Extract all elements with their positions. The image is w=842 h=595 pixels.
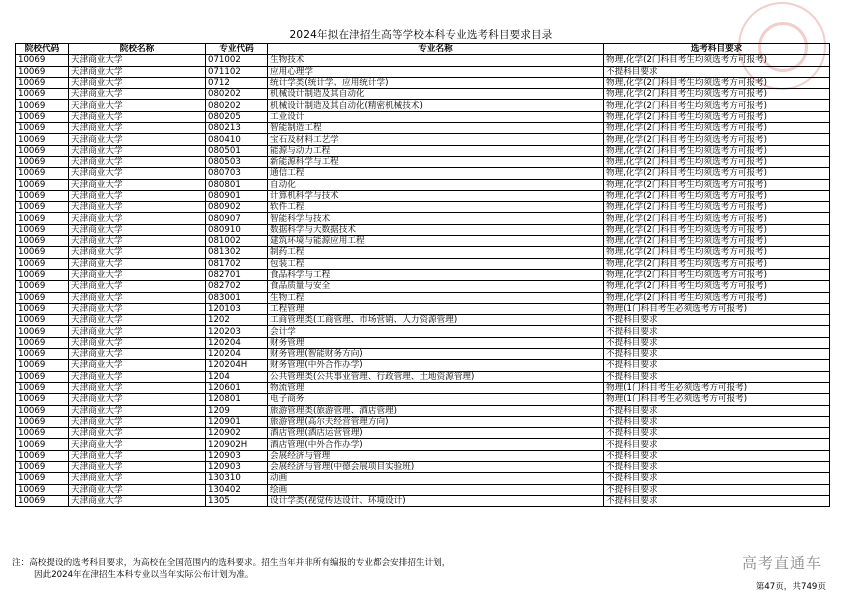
cell-major-name: 酒店管理(中外合作办学)	[268, 439, 604, 450]
cell-subject-requirement: 不提科目要求	[604, 428, 830, 439]
cell-subject-requirement: 物理,化学(2门科目考生均须选考方可报考)	[604, 123, 830, 134]
table-row	[16, 123, 830, 134]
cell-major-name: 食品科学与工程	[268, 269, 604, 280]
cell-school-name: 天津商业大学	[69, 145, 206, 156]
cell-major-code: 080205	[206, 111, 268, 122]
cell-major-name: 制药工程	[268, 247, 604, 258]
cell-major-code: 071002	[206, 55, 268, 66]
cell-subject-requirement: 物理,化学(2门科目考生均须选考方可报考)	[604, 55, 830, 66]
cell-school-name: 天津商业大学	[69, 495, 206, 506]
cell-subject-requirement: 不提科目要求	[604, 371, 830, 382]
cell-subject-requirement: 物理,化学(2门科目考生均须选考方可报考)	[604, 281, 830, 292]
cell-major-name: 宝石及材料工艺学	[268, 134, 604, 145]
cell-subject-requirement: 不提科目要求	[604, 315, 830, 326]
cell-school-code: 10069	[16, 461, 69, 472]
table-row	[16, 394, 830, 405]
table-row	[16, 156, 830, 167]
cell-school-code: 10069	[16, 247, 69, 258]
cell-major-name: 财务管理(中外合作办学)	[268, 360, 604, 371]
cell-major-name: 生物工程	[268, 292, 604, 303]
table-row	[16, 202, 830, 213]
cell-school-code: 10069	[16, 450, 69, 461]
table-row	[16, 484, 830, 495]
cell-major-name: 工业设计	[268, 111, 604, 122]
cell-major-code: 081702	[206, 258, 268, 269]
cell-school-code: 10069	[16, 66, 69, 77]
table-row	[16, 281, 830, 292]
table-row	[16, 382, 830, 393]
cell-school-code: 10069	[16, 100, 69, 111]
table-row	[16, 134, 830, 145]
cell-school-code: 10069	[16, 495, 69, 506]
table-row	[16, 450, 830, 461]
table-row	[16, 100, 830, 111]
table-row	[16, 213, 830, 224]
cell-school-code: 10069	[16, 55, 69, 66]
table-row	[16, 495, 830, 506]
cell-school-name: 天津商业大学	[69, 461, 206, 472]
table-row	[16, 269, 830, 280]
cell-school-code: 10069	[16, 382, 69, 393]
cell-major-name: 工程管理	[268, 303, 604, 314]
requirements-table	[15, 43, 830, 507]
cell-major-name: 应用心理学	[268, 66, 604, 77]
cell-school-name: 天津商业大学	[69, 213, 206, 224]
cell-subject-requirement: 物理,化学(2门科目考生均须选考方可报考)	[604, 111, 830, 122]
cell-school-name: 天津商业大学	[69, 168, 206, 179]
cell-major-code: 080703	[206, 168, 268, 179]
cell-major-name: 旅游管理(高尔夫经营管理方向)	[268, 416, 604, 427]
cell-school-name: 天津商业大学	[69, 303, 206, 314]
cell-major-name: 自动化	[268, 179, 604, 190]
cell-subject-requirement: 物理,化学(2门科目考生均须选考方可报考)	[604, 247, 830, 258]
table-row	[16, 168, 830, 179]
cell-major-code: 083001	[206, 292, 268, 303]
table-row	[16, 303, 830, 314]
cell-school-name: 天津商业大学	[69, 371, 206, 382]
cell-subject-requirement: 物理,化学(2门科目考生均须选考方可报考)	[604, 168, 830, 179]
footnote-line-2: 因此2024年在津招生本科专业以当年实际公布计划为准。	[34, 570, 254, 580]
cell-major-code: 130310	[206, 473, 268, 484]
table-row	[16, 360, 830, 371]
cell-subject-requirement: 物理(1门科目考生必须选考方可报考)	[604, 394, 830, 405]
header-school-name: 院校名称	[69, 44, 206, 55]
cell-major-code: 120103	[206, 303, 268, 314]
cell-major-name: 酒店管理(酒店运营管理)	[268, 428, 604, 439]
cell-major-code: 071102	[206, 66, 268, 77]
cell-major-code: 1204	[206, 371, 268, 382]
table-row	[16, 66, 830, 77]
cell-school-name: 天津商业大学	[69, 123, 206, 134]
cell-major-name: 统计学类(统计学、应用统计学)	[268, 77, 604, 88]
cell-school-name: 天津商业大学	[69, 281, 206, 292]
cell-school-name: 天津商业大学	[69, 224, 206, 235]
cell-major-name: 公共管理类(公共事业管理、行政管理、土地资源管理)	[268, 371, 604, 382]
cell-school-code: 10069	[16, 315, 69, 326]
table-row	[16, 337, 830, 348]
cell-subject-requirement: 不提科目要求	[604, 495, 830, 506]
cell-school-name: 天津商业大学	[69, 66, 206, 77]
cell-subject-requirement: 物理,化学(2门科目考生均须选考方可报考)	[604, 156, 830, 167]
table-row	[16, 224, 830, 235]
cell-major-code: 120801	[206, 394, 268, 405]
cell-school-code: 10069	[16, 224, 69, 235]
cell-major-name: 新能源科学与工程	[268, 156, 604, 167]
cell-subject-requirement: 不提科目要求	[604, 416, 830, 427]
cell-subject-requirement: 不提科目要求	[604, 484, 830, 495]
cell-school-name: 天津商业大学	[69, 473, 206, 484]
cell-school-code: 10069	[16, 303, 69, 314]
page-title: 2024年拟在津招生高等学校本科专业选考科目要求目录	[289, 29, 553, 41]
cell-major-name: 会展经济与管理(中德会展项目实验班)	[268, 461, 604, 472]
table-row	[16, 461, 830, 472]
table-row	[16, 326, 830, 337]
table-row	[16, 111, 830, 122]
cell-major-name: 会展经济与管理	[268, 450, 604, 461]
cell-school-name: 天津商业大学	[69, 77, 206, 88]
cell-major-code: 120901	[206, 416, 268, 427]
cell-major-name: 电子商务	[268, 394, 604, 405]
cell-subject-requirement: 不提科目要求	[604, 461, 830, 472]
cell-school-name: 天津商业大学	[69, 269, 206, 280]
table-body	[16, 55, 830, 507]
cell-major-code: 1202	[206, 315, 268, 326]
table-row	[16, 236, 830, 247]
cell-school-code: 10069	[16, 179, 69, 190]
cell-major-name: 能源与动力工程	[268, 145, 604, 156]
table-row	[16, 89, 830, 100]
cell-school-name: 天津商业大学	[69, 179, 206, 190]
cell-subject-requirement: 不提科目要求	[604, 360, 830, 371]
cell-major-code: 120903	[206, 450, 268, 461]
cell-school-code: 10069	[16, 77, 69, 88]
cell-school-name: 天津商业大学	[69, 190, 206, 201]
cell-school-name: 天津商业大学	[69, 394, 206, 405]
cell-subject-requirement: 物理,化学(2门科目考生均须选考方可报考)	[604, 213, 830, 224]
cell-school-name: 天津商业大学	[69, 326, 206, 337]
cell-school-name: 天津商业大学	[69, 111, 206, 122]
cell-subject-requirement: 物理,化学(2门科目考生均须选考方可报考)	[604, 145, 830, 156]
cell-major-code: 1209	[206, 405, 268, 416]
cell-major-code: 080503	[206, 156, 268, 167]
cell-subject-requirement: 物理,化学(2门科目考生均须选考方可报考)	[604, 202, 830, 213]
cell-subject-requirement: 物理(1门科目考生必须选考方可报考)	[604, 303, 830, 314]
cell-school-code: 10069	[16, 439, 69, 450]
header-school-code: 院校代码	[16, 44, 69, 55]
cell-subject-requirement: 物理(1门科目考生必须选考方可报考)	[604, 382, 830, 393]
cell-major-code: 120204	[206, 337, 268, 348]
table-row	[16, 473, 830, 484]
cell-school-code: 10069	[16, 292, 69, 303]
cell-major-name: 智能制造工程	[268, 123, 604, 134]
cell-major-code: 082701	[206, 269, 268, 280]
cell-school-code: 10069	[16, 156, 69, 167]
cell-major-code: 120204H	[206, 360, 268, 371]
table-header-row	[16, 44, 830, 55]
cell-school-name: 天津商业大学	[69, 416, 206, 427]
table-row	[16, 292, 830, 303]
cell-school-name: 天津商业大学	[69, 202, 206, 213]
cell-major-name: 食品质量与安全	[268, 281, 604, 292]
table-row	[16, 416, 830, 427]
table-row	[16, 145, 830, 156]
cell-major-name: 绘画	[268, 484, 604, 495]
cell-subject-requirement: 物理,化学(2门科目考生均须选考方可报考)	[604, 89, 830, 100]
cell-major-code: 120203	[206, 326, 268, 337]
cell-school-name: 天津商业大学	[69, 382, 206, 393]
cell-school-code: 10069	[16, 89, 69, 100]
cell-subject-requirement: 物理,化学(2门科目考生均须选考方可报考)	[604, 100, 830, 111]
header-major-name: 专业名称	[268, 44, 604, 55]
cell-major-code: 081002	[206, 236, 268, 247]
cell-school-code: 10069	[16, 484, 69, 495]
cell-major-name: 旅游管理类(旅游管理、酒店管理)	[268, 405, 604, 416]
table-row	[16, 179, 830, 190]
cell-school-code: 10069	[16, 202, 69, 213]
cell-major-code: 080902	[206, 202, 268, 213]
cell-major-code: 120902	[206, 428, 268, 439]
cell-school-name: 天津商业大学	[69, 405, 206, 416]
cell-school-code: 10069	[16, 281, 69, 292]
cell-major-name: 计算机科学与技术	[268, 190, 604, 201]
cell-school-name: 天津商业大学	[69, 315, 206, 326]
cell-major-name: 软件工程	[268, 202, 604, 213]
cell-school-name: 天津商业大学	[69, 134, 206, 145]
cell-school-name: 天津商业大学	[69, 100, 206, 111]
cell-school-name: 天津商业大学	[69, 450, 206, 461]
cell-major-code: 080410	[206, 134, 268, 145]
cell-major-name: 建筑环境与能源应用工程	[268, 236, 604, 247]
table-row	[16, 315, 830, 326]
cell-subject-requirement: 物理,化学(2门科目考生均须选考方可报考)	[604, 292, 830, 303]
cell-school-code: 10069	[16, 168, 69, 179]
cell-subject-requirement: 不提科目要求	[604, 349, 830, 360]
cell-school-name: 天津商业大学	[69, 236, 206, 247]
cell-school-code: 10069	[16, 123, 69, 134]
cell-major-name: 物流管理	[268, 382, 604, 393]
cell-major-name: 生物技术	[268, 55, 604, 66]
cell-school-code: 10069	[16, 337, 69, 348]
cell-major-code: 080501	[206, 145, 268, 156]
header-subject-requirement: 选考科目要求	[604, 44, 830, 55]
cell-subject-requirement: 不提科目要求	[604, 405, 830, 416]
cell-subject-requirement: 物理,化学(2门科目考生均须选考方可报考)	[604, 236, 830, 247]
table-row	[16, 77, 830, 88]
cell-major-code: 080901	[206, 190, 268, 201]
cell-major-name: 机械设计制造及其自动化	[268, 89, 604, 100]
cell-major-code: 0712	[206, 77, 268, 88]
cell-school-code: 10069	[16, 269, 69, 280]
cell-major-name: 财务管理	[268, 337, 604, 348]
cell-major-code: 081302	[206, 247, 268, 258]
table-row	[16, 55, 830, 66]
cell-major-name: 会计学	[268, 326, 604, 337]
cell-school-code: 10069	[16, 190, 69, 201]
cell-subject-requirement: 物理,化学(2门科目考生均须选考方可报考)	[604, 179, 830, 190]
cell-school-code: 10069	[16, 213, 69, 224]
cell-subject-requirement: 物理,化学(2门科目考生均须选考方可报考)	[604, 134, 830, 145]
cell-major-name: 通信工程	[268, 168, 604, 179]
cell-school-code: 10069	[16, 134, 69, 145]
cell-major-name: 数据科学与大数据技术	[268, 224, 604, 235]
cell-major-code: 120204	[206, 349, 268, 360]
cell-major-name: 工商管理类(工商管理、市场营销、人力资源管理)	[268, 315, 604, 326]
footnote-line-1: 注：高校提设的选考科目要求，为高校在全国范围内的选科要求。招生当年并非所有编报的专业都会安排招生计划，	[12, 558, 451, 568]
cell-school-name: 天津商业大学	[69, 156, 206, 167]
table-row	[16, 258, 830, 269]
cell-major-code: 120902H	[206, 439, 268, 450]
cell-subject-requirement: 物理,化学(2门科目考生均须选考方可报考)	[604, 258, 830, 269]
cell-school-code: 10069	[16, 258, 69, 269]
cell-school-name: 天津商业大学	[69, 428, 206, 439]
cell-major-name: 动画	[268, 473, 604, 484]
page-number: 第47页，共749页	[755, 582, 826, 592]
cell-major-name: 财务管理(智能财务方向)	[268, 349, 604, 360]
table-row	[16, 349, 830, 360]
table-row	[16, 405, 830, 416]
cell-subject-requirement: 不提科目要求	[604, 450, 830, 461]
cell-school-code: 10069	[16, 428, 69, 439]
cell-school-code: 10069	[16, 405, 69, 416]
cell-major-name: 智能科学与技术	[268, 213, 604, 224]
header-major-code: 专业代码	[206, 44, 268, 55]
cell-school-name: 天津商业大学	[69, 258, 206, 269]
cell-school-name: 天津商业大学	[69, 439, 206, 450]
cell-school-code: 10069	[16, 371, 69, 382]
cell-subject-requirement: 物理,化学(2门科目考生均须选考方可报考)	[604, 224, 830, 235]
table-row	[16, 190, 830, 201]
cell-school-name: 天津商业大学	[69, 484, 206, 495]
cell-subject-requirement: 不提科目要求	[604, 66, 830, 77]
cell-school-name: 天津商业大学	[69, 247, 206, 258]
cell-school-code: 10069	[16, 416, 69, 427]
cell-major-code: 080801	[206, 179, 268, 190]
cell-major-code: 120601	[206, 382, 268, 393]
cell-school-code: 10069	[16, 145, 69, 156]
cell-school-code: 10069	[16, 473, 69, 484]
cell-school-code: 10069	[16, 111, 69, 122]
cell-subject-requirement: 物理,化学(2门科目考生均须选考方可报考)	[604, 77, 830, 88]
cell-major-name: 设计学类(视觉传达设计、环境设计)	[268, 495, 604, 506]
cell-major-code: 080907	[206, 213, 268, 224]
cell-major-code: 080213	[206, 123, 268, 134]
cell-school-code: 10069	[16, 236, 69, 247]
cell-subject-requirement: 不提科目要求	[604, 473, 830, 484]
cell-school-code: 10069	[16, 349, 69, 360]
table-row	[16, 439, 830, 450]
table-row	[16, 371, 830, 382]
cell-school-name: 天津商业大学	[69, 89, 206, 100]
cell-major-name: 包装工程	[268, 258, 604, 269]
cell-major-code: 130402	[206, 484, 268, 495]
cell-school-name: 天津商业大学	[69, 337, 206, 348]
cell-school-code: 10069	[16, 394, 69, 405]
cell-school-name: 天津商业大学	[69, 360, 206, 371]
cell-school-name: 天津商业大学	[69, 349, 206, 360]
cell-subject-requirement: 物理,化学(2门科目考生均须选考方可报考)	[604, 269, 830, 280]
cell-school-name: 天津商业大学	[69, 55, 206, 66]
cell-major-code: 120903	[206, 461, 268, 472]
brand-watermark: 高考直通车	[741, 554, 822, 572]
cell-subject-requirement: 不提科目要求	[604, 337, 830, 348]
cell-major-code: 080910	[206, 224, 268, 235]
cell-major-name: 机械设计制造及其自动化(精密机械技术)	[268, 100, 604, 111]
cell-school-code: 10069	[16, 326, 69, 337]
table-row	[16, 428, 830, 439]
cell-major-code: 1305	[206, 495, 268, 506]
cell-subject-requirement: 不提科目要求	[604, 326, 830, 337]
table-row	[16, 247, 830, 258]
cell-subject-requirement: 不提科目要求	[604, 439, 830, 450]
cell-major-code: 080202	[206, 100, 268, 111]
cell-major-code: 080202	[206, 89, 268, 100]
cell-school-code: 10069	[16, 360, 69, 371]
cell-subject-requirement: 物理,化学(2门科目考生均须选考方可报考)	[604, 190, 830, 201]
cell-major-code: 082702	[206, 281, 268, 292]
cell-school-name: 天津商业大学	[69, 292, 206, 303]
